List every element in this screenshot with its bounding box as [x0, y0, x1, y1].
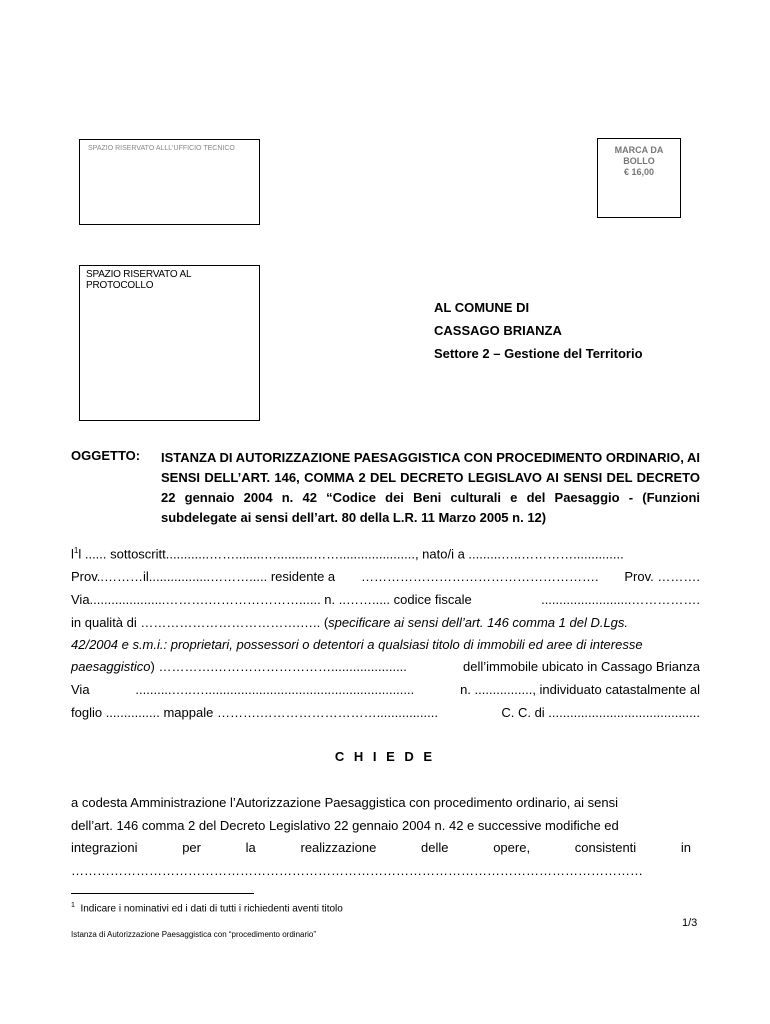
page-number: 1/3 — [682, 917, 698, 929]
form-line-applicant: $l^1l$ ...... sottoscritt............……........…..........……....................., nato/i a .........…..………….............. — [71, 546, 624, 562]
addressee-line: Settore 2 – Gestione del Territorio — [434, 346, 643, 361]
footnote: $^1$ Indicare i nominativi ed i dati di tutti i richiedenti aventi titolo — [71, 902, 343, 915]
request-line: dell’art. 146 comma 2 del Decreto Legislativo 22 gennaio 2004 n. 42 e successive modifiche ed — [71, 818, 619, 833]
form-line-catasto: foglio ............... mappale ……….………………………................. C. C. di .......................................... — [71, 705, 700, 720]
chiede-heading: C H I E D E — [334, 749, 436, 764]
form-line-residence: Prov..………il.................………..... residente a ………………………………………………. Prov. ………. — [71, 569, 700, 584]
ufficio-tecnico-label: SPAZIO RISERVATO ALLL'UFFICIO TECNICO — [88, 145, 235, 152]
marca-da-bollo-box — [597, 138, 681, 218]
form-line-via: Via ..........…..….......................................................... n. ................, individuato catastalmente al — [71, 682, 700, 697]
addressee-line: CASSAGO BRIANZA — [434, 323, 562, 338]
footnote-ref: 1 — [73, 546, 79, 555]
addressee-line: AL COMUNE DI — [434, 300, 530, 315]
form-line-qualita-note: 42/2004 e s.m.i.: proprietari, possessori o detentori a qualsiasi titolo di immobili ed aree di interesse — [71, 637, 643, 652]
request-line: a codesta Amministrazione l’Autorizzazione Paesaggistica con procedimento ordinario, ai sensi — [71, 795, 619, 810]
protocollo-box — [79, 265, 260, 421]
protocollo-label: SPAZIO RISERVATO AL PROTOCOLLO — [86, 269, 191, 291]
addressee-block — [434, 296, 643, 365]
ufficio-tecnico-box — [79, 139, 260, 225]
form-line-immobile: paesaggistico) ………….………………………..................... dell’immobile ubicato in Cassago Brianza — [71, 659, 700, 674]
request-dotted-line: …………………………………………………………………………………………………………………… — [71, 863, 643, 878]
footnote-separator — [71, 893, 254, 894]
request-line: integrazioni per la realizzazione delle opere, consistenti in — [71, 840, 691, 855]
oggetto-text: ISTANZA DI AUTORIZZAZIONE PAESAGGISTICA CON PROCEDIMENTO ORDINARIO, AI SENSI DELL’ART. 146, COMMA 2 DEL DECRETO LEGISLAVO AI SENSI DEL DECRETO 22 gennaio 2004 n. 42 “Codice dei Beni culturali e del Paesaggio - (Funzioni subdelegate ai sensi dell’art. 80 della L.R. 11 Marzo 2005 n. 12) — [161, 450, 700, 525]
page-footer: Istanza di Autorizzazione Paesaggistica con “procedimento ordinario” — [71, 930, 317, 939]
form-line-qualita: in qualità di ……………………………….….. (specificare ai sensi dell’art. 146 comma 1 del D.Lgs. — [71, 615, 629, 630]
marca-da-bollo-label: MARCA DA BOLLO € 16,00 — [614, 145, 664, 177]
form-line-address: Via.....................……….…………………...... n. ..……..... codice fiscale .........................……………. — [71, 592, 700, 607]
oggetto-label: OGGETTO: — [71, 448, 141, 463]
